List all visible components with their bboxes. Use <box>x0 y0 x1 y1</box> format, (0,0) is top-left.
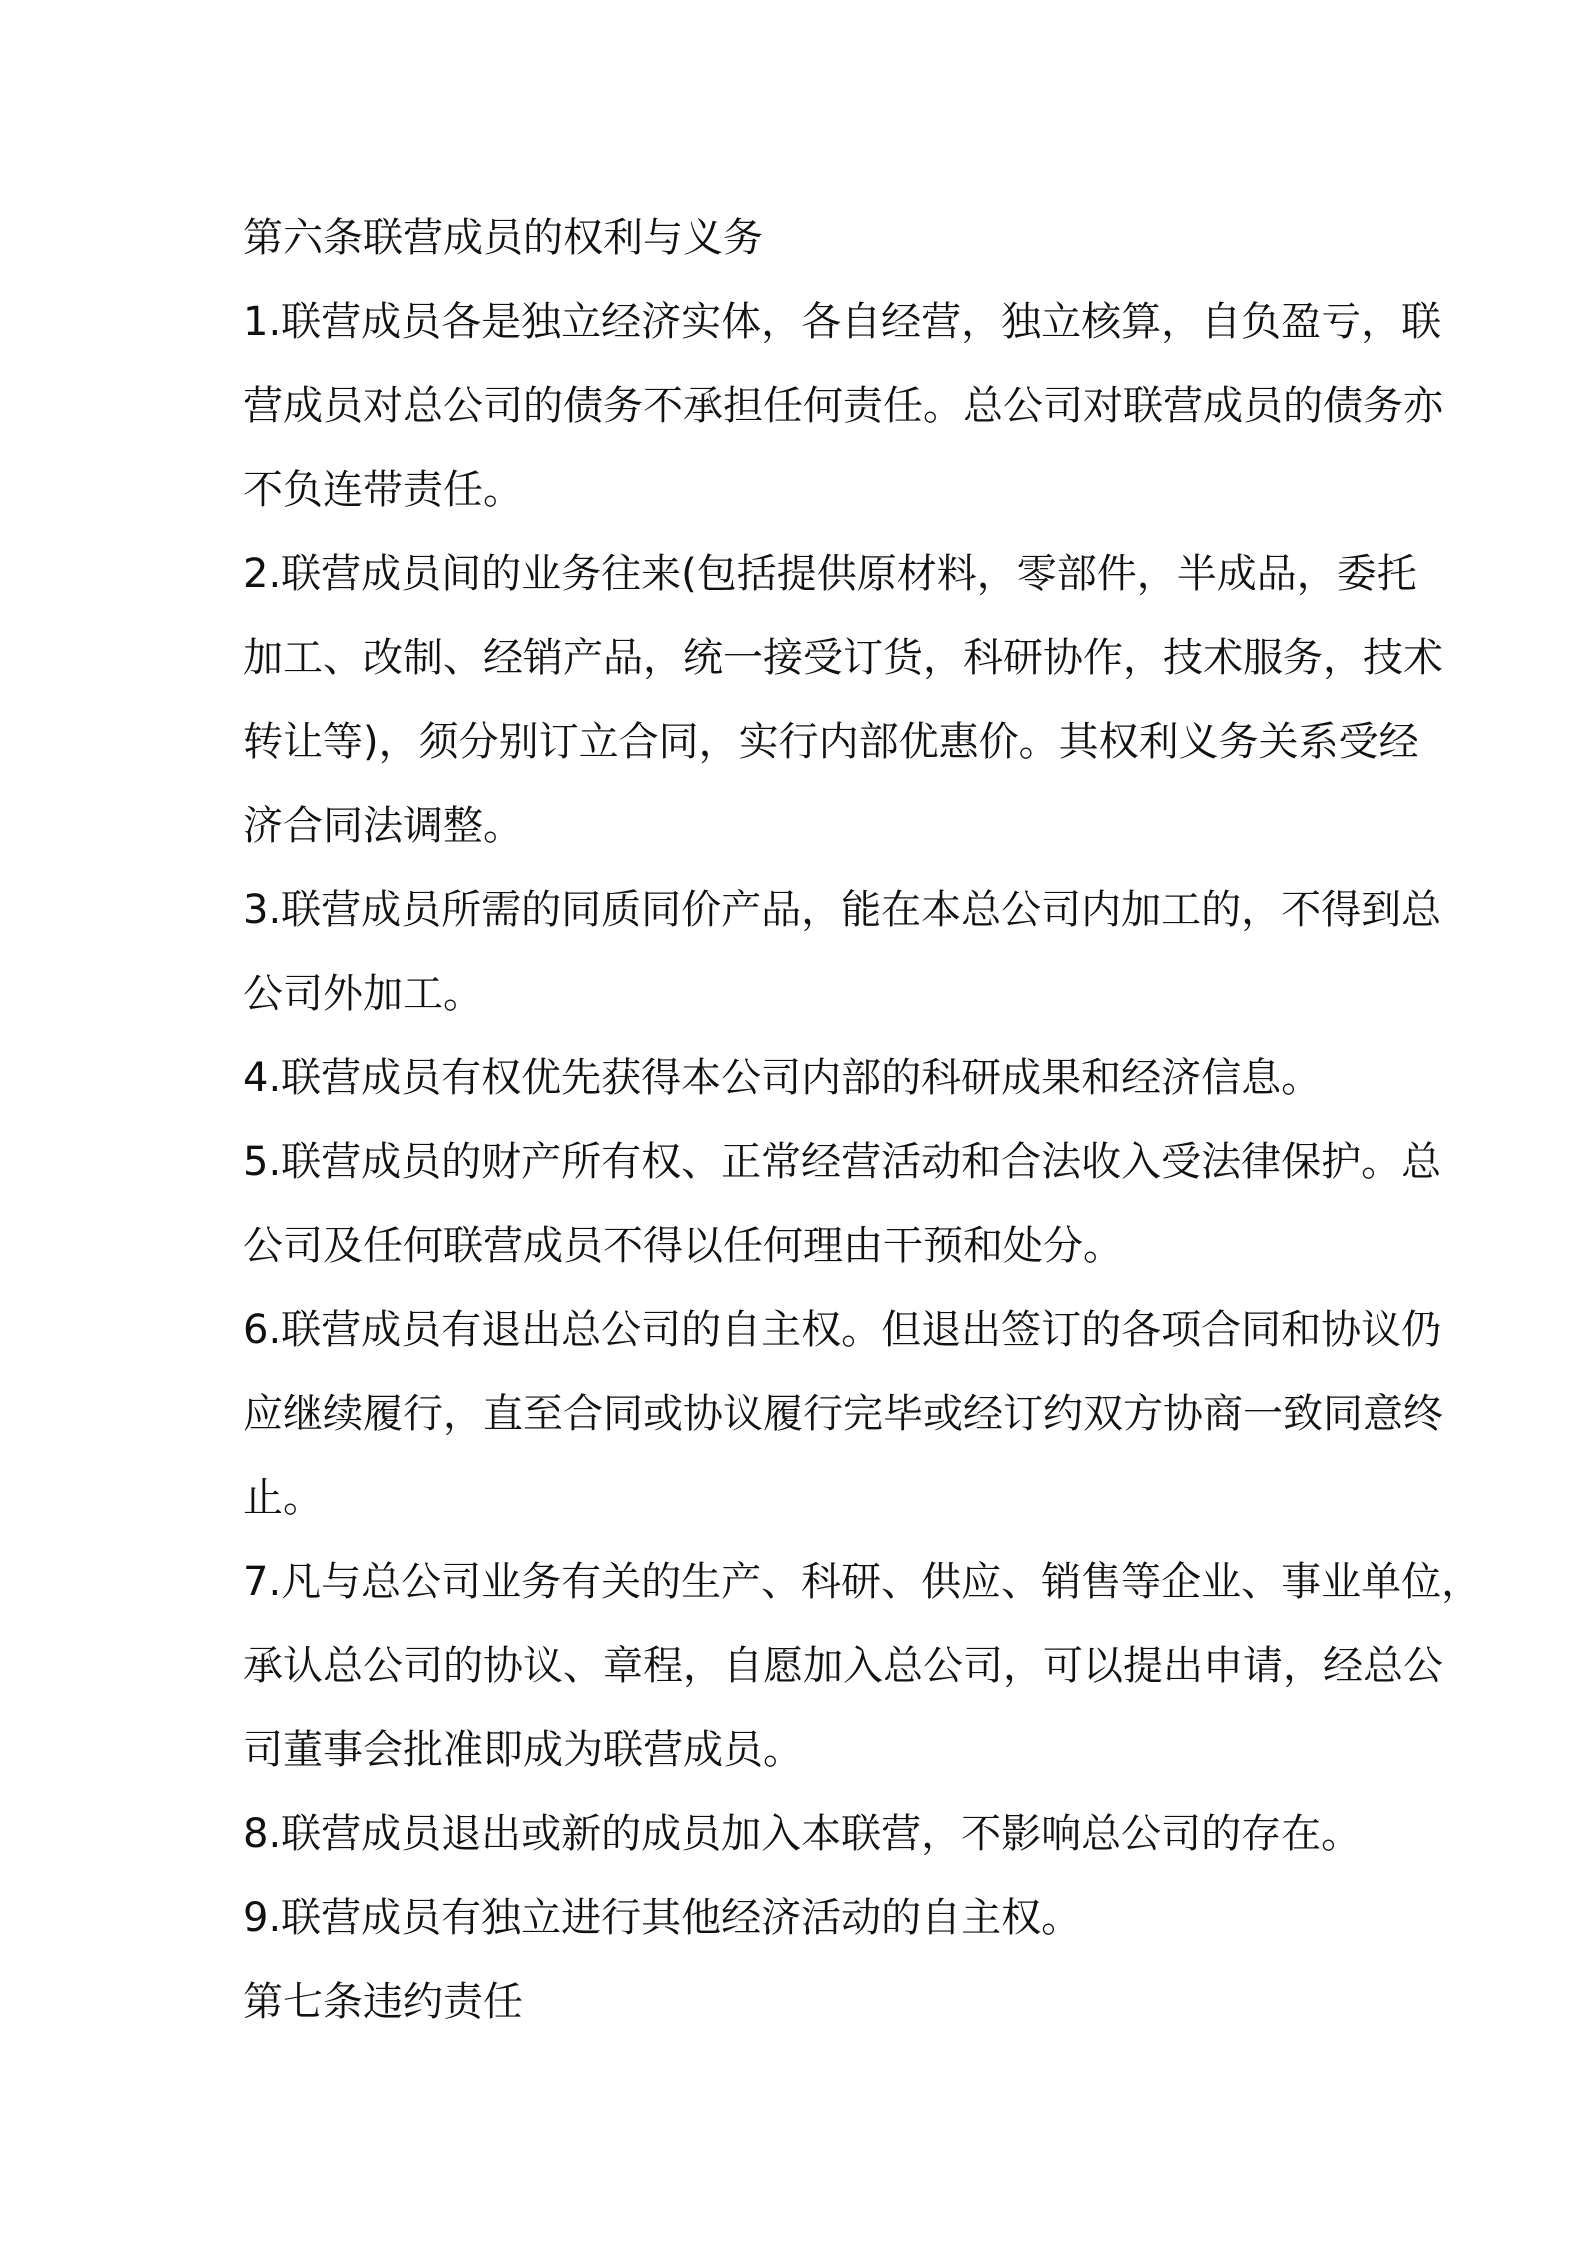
text-line: 不负连带责任。 <box>243 467 523 513</box>
text-line: 承认总公司的协议、章程，自愿加入总公司，可以提出申请，经总公 <box>243 1643 1443 1689</box>
text-line: 转让等)，须分别订立合同，实行内部优惠价。其权利义务关系受经 <box>243 719 1419 765</box>
text-line: 6.联营成员有退出总公司的自主权。但退出签订的各项合同和协议仍 <box>243 1307 1442 1353</box>
document-body <box>243 196 1482 2044</box>
text-line: 应继续履行，直至合同或协议履行完毕或经订约双方协商一致同意终 <box>243 1391 1443 1437</box>
text-line: 3.联营成员所需的同质同价产品，能在本总公司内加工的，不得到总 <box>243 887 1442 933</box>
text-line: 司董事会批准即成为联营成员。 <box>243 1727 803 1773</box>
text-line: 公司外加工。 <box>243 971 483 1017</box>
section-heading-6: 第六条联营成员的权利与义务 <box>243 215 763 261</box>
text-line: 7.凡与总公司业务有关的生产、科研、供应、销售等企业、事业单位， <box>243 1559 1482 1605</box>
text-line: 5.联营成员的财产所有权、正常经营活动和合法收入受法律保护。总 <box>243 1139 1442 1185</box>
section-heading-7: 第七条违约责任 <box>243 1979 523 2025</box>
text-line: 9.联营成员有独立进行其他经济活动的自主权。 <box>243 1895 1082 1941</box>
text-line: 营成员对总公司的债务不承担任何责任。总公司对联营成员的债务亦 <box>243 383 1443 429</box>
text-line: 加工、改制、经销产品，统一接受订货，科研协作，技术服务，技术 <box>243 635 1443 681</box>
text-line: 公司及任何联营成员不得以任何理由干预和处分。 <box>243 1223 1123 1269</box>
text-line: 2.联营成员间的业务往来(包括提供原材料，零部件，半成品，委托 <box>243 551 1417 597</box>
text-line: 1.联营成员各是独立经济实体，各自经营，独立核算，自负盈亏，联 <box>243 299 1442 345</box>
text-line: 8.联营成员退出或新的成员加入本联营，不影响总公司的存在。 <box>243 1811 1362 1857</box>
text-line: 济合同法调整。 <box>243 803 523 849</box>
text-line: 4.联营成员有权优先获得本公司内部的科研成果和经济信息。 <box>243 1055 1322 1101</box>
text-line: 止。 <box>243 1475 323 1521</box>
